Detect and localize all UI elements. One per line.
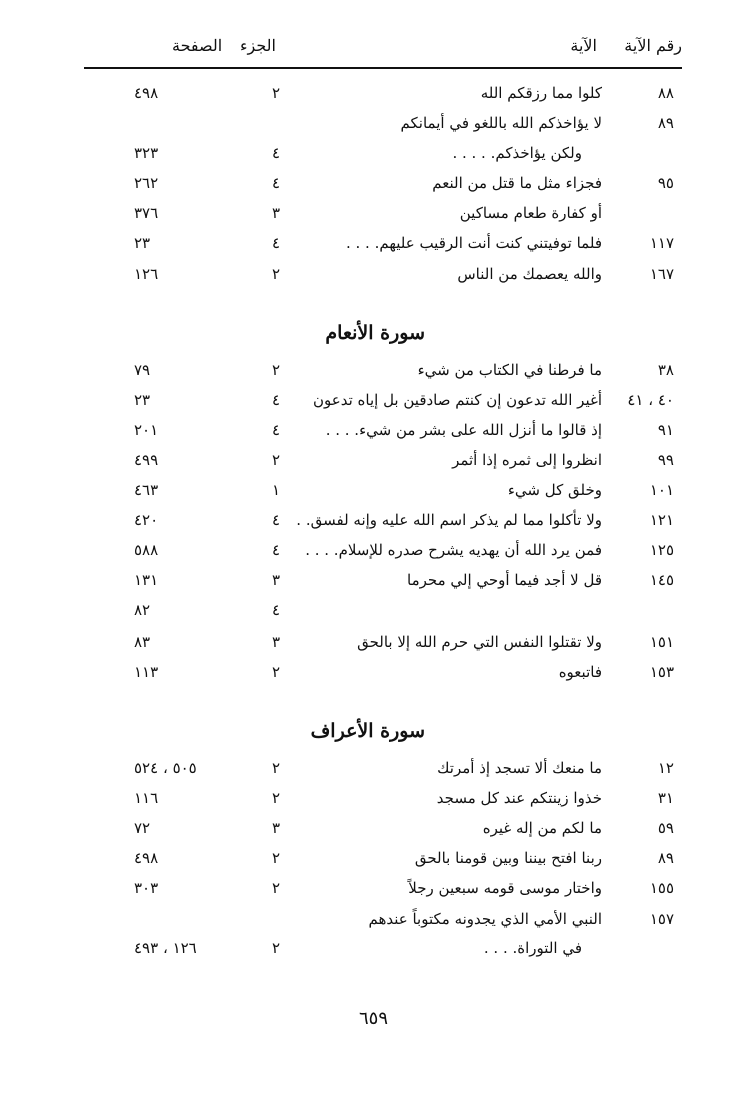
header-verse: الآية bbox=[570, 36, 597, 55]
part-number: ٢ bbox=[271, 663, 281, 681]
verse-number: ١٥٥ bbox=[649, 879, 674, 897]
page-number: ٨٣ bbox=[134, 633, 151, 651]
verse-number: ١٥٧ bbox=[649, 910, 674, 928]
verse-text: لا يؤاخذكم الله باللغو في أيمانكم bbox=[400, 114, 602, 132]
verse-number: ٩٩ bbox=[657, 451, 674, 469]
table-row bbox=[84, 229, 682, 257]
verse-text: واختار موسى قومه سبعين رجلاً bbox=[408, 879, 602, 897]
part-number: ٤ bbox=[271, 144, 281, 162]
header-rule bbox=[84, 67, 682, 69]
verse-number: ٨٩ bbox=[657, 114, 674, 132]
verse-number: ١٢٥ bbox=[649, 541, 674, 559]
table-row bbox=[84, 566, 682, 594]
verse-number: ١٦٧ bbox=[649, 265, 674, 283]
page-number: ١١٦ bbox=[134, 789, 159, 807]
page-number: ٤٩٨ bbox=[134, 84, 159, 102]
verse-number: ٨٩ bbox=[657, 849, 674, 867]
verse-number: ٣١ bbox=[657, 789, 674, 807]
table-row bbox=[84, 416, 682, 444]
verse-text: ما منعك ألا تسجد إذ أمرتك bbox=[437, 759, 602, 777]
table-row bbox=[84, 536, 682, 564]
part-number: ٤ bbox=[271, 234, 281, 252]
verse-text: فاتبعوه bbox=[558, 663, 602, 681]
part-number: ٢ bbox=[271, 939, 281, 957]
table-row bbox=[84, 79, 682, 107]
table-row bbox=[84, 109, 682, 137]
part-number: ٢ bbox=[271, 361, 281, 379]
verse-text: في التوراة. . . . bbox=[483, 939, 582, 957]
part-number: ٤ bbox=[271, 511, 281, 529]
verse-number: ٣٨ bbox=[657, 361, 674, 379]
table-row bbox=[84, 784, 682, 812]
verse-number: ١١٧ bbox=[649, 234, 674, 252]
table-row bbox=[84, 260, 682, 288]
table-row bbox=[84, 386, 682, 414]
page-number: ٨٢ bbox=[134, 601, 151, 619]
verse-text: انظروا إلى ثمره إذا أثمر bbox=[452, 451, 602, 469]
verse-text: ولا تأكلوا مما لم يذكر اسم الله عليه وإنه لفسق. . bbox=[296, 511, 602, 529]
page-number: ٤٢٠ bbox=[134, 511, 159, 529]
page-number: ٧٩ bbox=[134, 361, 151, 379]
table-row bbox=[84, 754, 682, 782]
part-number: ٣ bbox=[271, 571, 281, 589]
part-number: ٣ bbox=[271, 633, 281, 651]
surah-title-anam: سورة الأنعام bbox=[325, 322, 425, 344]
verse-number: ٥٩ bbox=[657, 819, 674, 837]
page-number: ١٢٦ bbox=[134, 265, 159, 283]
verse-number: ٨٨ bbox=[657, 84, 674, 102]
table-row bbox=[84, 814, 682, 842]
part-number: ٢ bbox=[271, 849, 281, 867]
part-number: ٤ bbox=[271, 421, 281, 439]
verse-number: ١٤٥ bbox=[649, 571, 674, 589]
verse-text: ولا تقتلوا النفس التي حرم الله إلا بالحق bbox=[357, 633, 602, 651]
part-number: ٤ bbox=[271, 601, 281, 619]
page-number: ٥٨٨ bbox=[134, 541, 159, 559]
page-number: ٢٠١ bbox=[134, 421, 159, 439]
part-number: ٤ bbox=[271, 541, 281, 559]
page-number: ٤٩٩ bbox=[134, 451, 159, 469]
verse-text: ولكن يؤاخذكم. . . . . bbox=[452, 144, 582, 162]
table-row bbox=[84, 476, 682, 504]
verse-text: كلوا مما رزقكم الله bbox=[480, 84, 602, 102]
verse-text: فلما توفيتني كنت أنت الرقيب عليهم. . . . bbox=[345, 234, 602, 252]
part-number: ٤ bbox=[271, 391, 281, 409]
part-number: ٢ bbox=[271, 789, 281, 807]
page-number: ٤٩٨ bbox=[134, 849, 159, 867]
table-row bbox=[84, 905, 682, 933]
page-number: ٥٠٥ ، ٥٢٤ bbox=[134, 759, 197, 777]
table-row bbox=[84, 506, 682, 534]
verse-text: أو كفارة طعام مساكين bbox=[459, 204, 602, 222]
part-number: ٣ bbox=[271, 204, 281, 222]
page-number: ٤٦٣ bbox=[134, 481, 159, 499]
verse-text: فجزاء مثل ما قتل من النعم bbox=[432, 174, 602, 192]
verse-number: ٩٥ bbox=[657, 174, 674, 192]
table-row bbox=[84, 874, 682, 902]
page-number: ٢٣ bbox=[134, 391, 151, 409]
part-number: ٢ bbox=[271, 759, 281, 777]
verse-number: ١٢١ bbox=[649, 511, 674, 529]
verse-number: ٩١ bbox=[657, 421, 674, 439]
part-number: ٣ bbox=[271, 819, 281, 837]
verse-number: ١٢ bbox=[657, 759, 674, 777]
verse-text: إذ قالوا ما أنزل الله على بشر من شيء. . . . bbox=[325, 421, 602, 439]
verse-number: ١٥٣ bbox=[649, 663, 674, 681]
verse-text: النبي الأمي الذي يجدونه مكتوباً عندهم bbox=[368, 910, 602, 928]
surah-title-araf: سورة الأعراف bbox=[310, 720, 425, 742]
table-row bbox=[84, 139, 682, 167]
page-number: ١١٣ bbox=[134, 663, 159, 681]
table-row bbox=[84, 934, 682, 962]
verse-text: فمن يرد الله أن يهديه يشرح صدره للإسلام. . . . bbox=[305, 541, 602, 559]
table-row bbox=[84, 169, 682, 197]
verse-text: والله يعصمك من الناس bbox=[457, 265, 602, 283]
table-row bbox=[84, 356, 682, 384]
verse-number: ١٥١ bbox=[649, 633, 674, 651]
verse-text: وخلق كل شيء bbox=[507, 481, 602, 499]
page-footer-number: ٦٥٩ bbox=[358, 1008, 388, 1029]
page-number: ٣٧٦ bbox=[134, 204, 159, 222]
page-number: ٢٣ bbox=[134, 234, 151, 252]
part-number: ٢ bbox=[271, 84, 281, 102]
header-page: الصفحة bbox=[172, 36, 223, 55]
verse-text: ربنا افتح بيننا وبين قومنا بالحق bbox=[414, 849, 602, 867]
verse-text: خذوا زينتكم عند كل مسجد bbox=[436, 789, 602, 807]
table-row bbox=[84, 658, 682, 686]
part-number: ٤ bbox=[271, 174, 281, 192]
verse-text: ما لكم من إله غيره bbox=[482, 819, 602, 837]
part-number: ٢ bbox=[271, 451, 281, 469]
table-row bbox=[84, 844, 682, 872]
part-number: ١ bbox=[271, 481, 281, 499]
table-row bbox=[84, 596, 682, 624]
verse-text: قل لا أجد فيما أوحي إلي محرما bbox=[407, 571, 602, 589]
page-number: ٣٠٣ bbox=[134, 879, 159, 897]
header-verse-number: رقم الآية bbox=[624, 36, 682, 55]
page-number: ٢٦٢ bbox=[134, 174, 159, 192]
part-number: ٢ bbox=[271, 265, 281, 283]
page-number: ٣٢٣ bbox=[134, 144, 159, 162]
page-number: ١٣١ bbox=[134, 571, 159, 589]
verse-text: ما فرطنا في الكتاب من شيء bbox=[417, 361, 602, 379]
verse-text: أغير الله تدعون إن كنتم صادقين بل إياه تدعون bbox=[313, 391, 602, 409]
table-row bbox=[84, 446, 682, 474]
verse-number: ٤٠ ، ٤١ bbox=[627, 391, 674, 409]
table-row bbox=[84, 199, 682, 227]
header-part: الجزء bbox=[240, 36, 276, 55]
verse-number: ١٠١ bbox=[649, 481, 674, 499]
part-number: ٢ bbox=[271, 879, 281, 897]
page-number: ٧٢ bbox=[134, 819, 151, 837]
table-row bbox=[84, 628, 682, 656]
page-number: ١٢٦ ، ٤٩٣ bbox=[134, 939, 197, 957]
